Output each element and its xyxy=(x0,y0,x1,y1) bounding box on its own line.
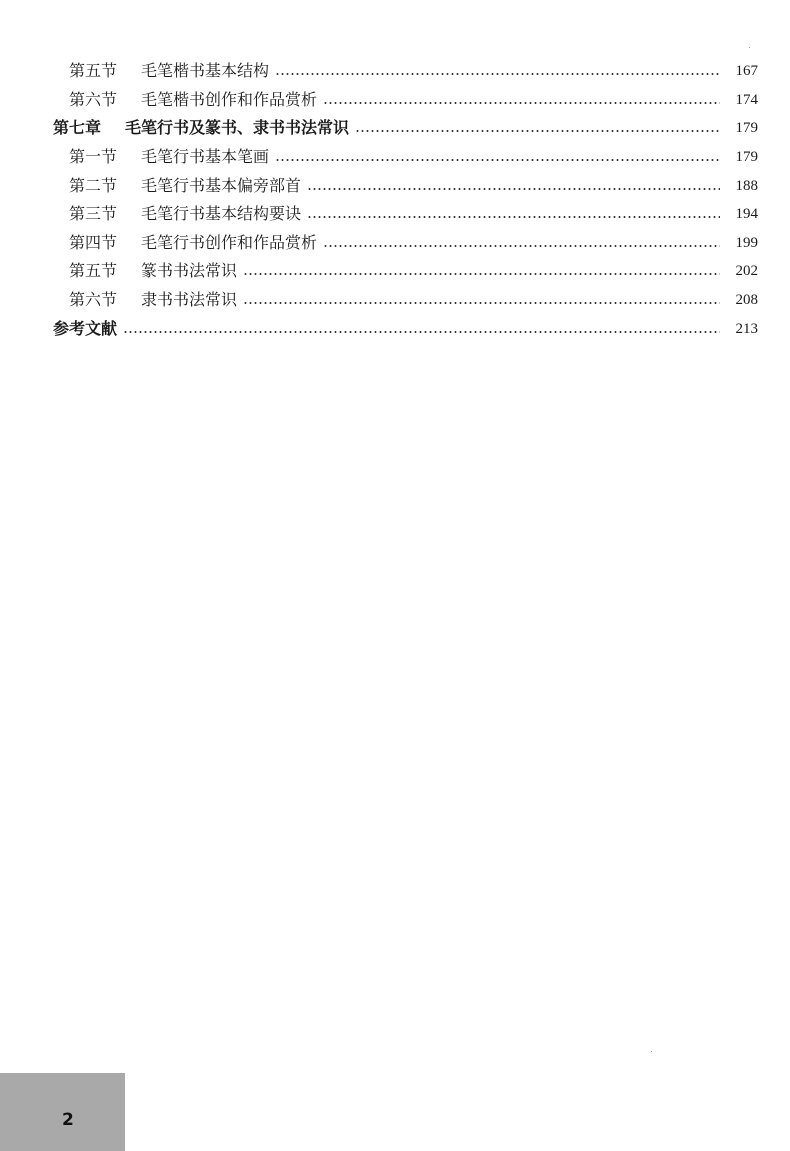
toc-chapter-title: 毛笔行书及篆书、隶书书法常识 xyxy=(125,118,350,138)
toc-references-title: 参考文献 xyxy=(53,318,118,338)
toc-entry-number: 第二节 xyxy=(69,175,118,195)
dot-leader xyxy=(355,130,720,132)
toc-references-entry[interactable] xyxy=(0,314,790,343)
toc-entry-title: 隶书书法常识 xyxy=(141,290,238,310)
toc-entry-title: 毛笔行书基本结构要诀 xyxy=(141,204,302,224)
toc-entry-number: 第六节 xyxy=(69,290,118,310)
toc-entry-number: 第五节 xyxy=(69,261,118,281)
toc-chapter-entry[interactable] xyxy=(0,114,790,143)
dot-leader xyxy=(275,73,720,75)
toc-entry-page: 179 xyxy=(735,120,758,137)
toc-entry-page: 194 xyxy=(735,206,758,223)
dot-leader xyxy=(323,102,720,104)
dot-leader xyxy=(243,273,720,275)
scan-speck xyxy=(749,47,750,48)
toc-entry[interactable] xyxy=(0,171,790,200)
dot-leader xyxy=(243,302,720,304)
toc-entry-page: 179 xyxy=(735,149,758,166)
toc-entry-page: 208 xyxy=(735,292,758,309)
dot-leader xyxy=(307,216,720,218)
dot-leader xyxy=(275,159,720,161)
toc-chapter-number: 第七章 xyxy=(53,118,102,138)
toc-entry-page: 202 xyxy=(735,263,758,280)
dot-leader xyxy=(123,331,720,333)
toc-entry-number: 第六节 xyxy=(69,89,118,109)
toc-entry[interactable] xyxy=(0,200,790,229)
toc-entry-page: 167 xyxy=(735,63,758,80)
toc-entry[interactable] xyxy=(0,143,790,172)
toc-entry[interactable] xyxy=(0,229,790,258)
dot-leader xyxy=(323,245,720,247)
toc-entry-number: 第一节 xyxy=(69,147,118,167)
toc-entry-page: 174 xyxy=(735,91,758,108)
toc-entry-number: 第四节 xyxy=(69,232,118,252)
toc-entry-title: 篆书书法常识 xyxy=(141,261,238,281)
toc-entry-number: 第三节 xyxy=(69,204,118,224)
scan-speck xyxy=(651,1051,652,1052)
toc-entry-page: 213 xyxy=(735,320,758,337)
toc-entry-title: 毛笔行书创作和作品赏析 xyxy=(141,232,318,252)
toc-entry-title: 毛笔行书基本笔画 xyxy=(141,147,270,167)
table-of-contents xyxy=(0,57,790,343)
toc-entry[interactable] xyxy=(0,286,790,315)
page-number: 2 xyxy=(62,1110,74,1130)
dot-leader xyxy=(307,188,720,190)
toc-entry-title: 毛笔行书基本偏旁部首 xyxy=(141,175,302,195)
toc-entry-number: 第五节 xyxy=(69,61,118,81)
toc-entry-page: 188 xyxy=(735,177,758,194)
toc-entry[interactable] xyxy=(0,57,790,86)
toc-entry[interactable] xyxy=(0,86,790,115)
toc-entry-title: 毛笔楷书创作和作品赏析 xyxy=(141,89,318,109)
toc-entry[interactable] xyxy=(0,257,790,286)
toc-entry-page: 199 xyxy=(735,234,758,251)
toc-entry-title: 毛笔楷书基本结构 xyxy=(141,61,270,81)
